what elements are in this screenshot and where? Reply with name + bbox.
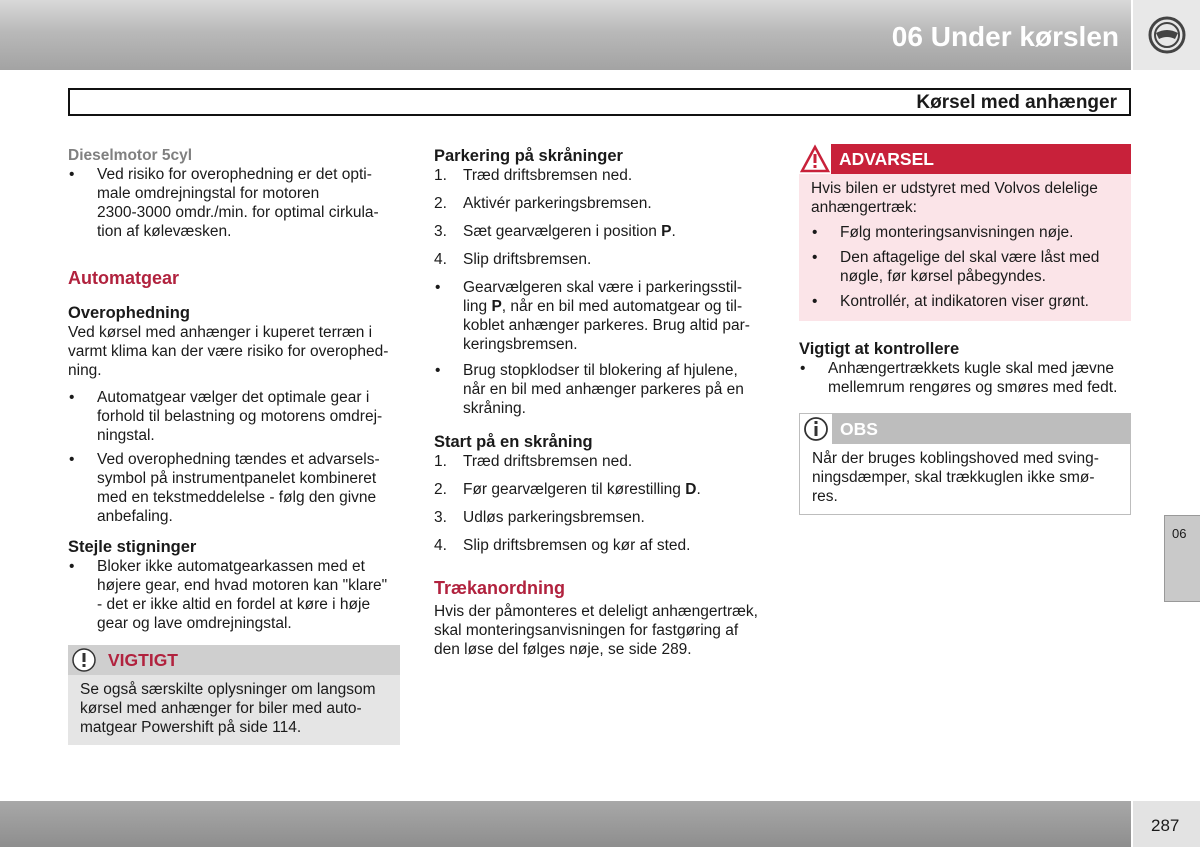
page-number: 287	[1151, 816, 1180, 835]
info-icon	[800, 414, 832, 444]
start-steps	[434, 452, 767, 555]
list-item: • Den aftagelige del skal være låst med nøgle, før kørsel påbegyndes.	[811, 248, 1119, 286]
chapter-side-tab-label: 06	[1172, 526, 1187, 541]
obs-label: OBS	[840, 419, 878, 439]
chapter-header-bar	[0, 0, 1131, 70]
start-heading: Start på en skråning	[434, 433, 593, 451]
overophedning-bullet-list	[68, 388, 400, 526]
column-1	[68, 146, 400, 745]
list-item: 1. Træd driftsbremsen ned.	[434, 167, 633, 184]
list-item: 3. Udløs parkeringsbremsen.	[434, 509, 645, 526]
diesel-bullet-list	[68, 165, 400, 241]
obs-text: Når der bruges koblingshoved med sving- ningsdæmper, skal trækkuglen ikke smø- res.	[812, 450, 1099, 505]
list-item: 2. Før gearvælgeren til kørestilling D.	[434, 481, 701, 498]
chapter-title: 06 Under kørslen	[891, 21, 1119, 52]
list-item: 3. Sæt gearvælgeren i position P.	[434, 223, 676, 240]
advarsel-box	[799, 144, 1131, 321]
list-item: • Ved risiko for overophedning er det opti- male omdrejningstal for motoren 2300-3000 omdr./min. for optimal cirkula- tion af kølevæsken.	[68, 165, 400, 241]
advarsel-intro: Hvis bilen er udstyret med Volvos delelige anhængertræk:	[811, 180, 1098, 216]
page-number-box	[1131, 801, 1200, 847]
vigtigt-kontrollere-heading: Vigtigt at kontrollere	[799, 340, 960, 358]
section-title: Kørsel med anhænger	[916, 92, 1117, 113]
advarsel-label: ADVARSEL	[839, 149, 934, 169]
vigtigt-text: Se også særskilte oplysninger om langsom kørsel med anhænger for biler med auto- matgear Powershift på side 114.	[80, 681, 376, 736]
vigtigt-box	[68, 645, 400, 745]
obs-box-header	[800, 414, 1130, 444]
list-item: • Ved overophedning tændes et advarsels- symbol på instrumentpanelet kombineret med en tekstmeddelelse - følg den givne anbefaling.	[68, 450, 400, 526]
footer-bar	[0, 801, 1131, 847]
list-item: • Gearvælgeren skal være i parkeringsstil- ling P, når en bil med automatgear og til- koblet anhænger parkeres. Brug altid par- keringsbremsen.	[434, 278, 767, 354]
traekanordning-heading: Trækanordning	[434, 578, 566, 598]
list-item: • Anhængertrækkets kugle skal med jævne mellemrum rengøres og smøres med fedt.	[799, 359, 1131, 397]
section-header-bar	[68, 88, 1131, 116]
warning-triangle-icon	[799, 144, 831, 174]
stejle-bullet-list	[68, 557, 400, 633]
overophedning-text: Ved kørsel med anhænger i kuperet terræn i varmt klima kan der være risiko for overophed- ning.	[68, 324, 389, 379]
chapter-side-tab	[1164, 515, 1200, 602]
parkering-steps	[434, 166, 767, 269]
diesel-heading: Dieselmotor 5cyl	[68, 147, 193, 164]
parkering-bullet-list	[434, 278, 767, 418]
traekanordning-text: Hvis der påmonteres et deleligt anhængertræk, skal monteringsanvisningen for fastgøring af den løse del følges nøje, se side 289.	[434, 603, 758, 658]
steering-wheel-icon	[1148, 16, 1186, 54]
list-item: • Bloker ikke automatgearkassen med et højere gear, end hvad motoren kan "klare" - det er ikke altid en fordel at køre i høje gear og lave omdrejningstal.	[68, 557, 400, 633]
stejle-heading: Stejle stigninger	[68, 538, 197, 556]
vigtigt-box-header	[68, 645, 400, 675]
list-item: 4. Slip driftsbremsen og kør af sted.	[434, 537, 691, 554]
list-item: • Følg monteringsanvisningen nøje.	[811, 223, 1119, 242]
vigtigt-kontrollere-bullet-list	[799, 359, 1131, 397]
list-item: • Automatgear vælger det optimale gear i forhold til belastning og motorens omdrej- ningstal.	[68, 388, 400, 445]
vigtigt-label: VIGTIGT	[108, 650, 178, 670]
exclamation-icon	[72, 648, 96, 672]
column-2	[434, 146, 767, 659]
automatgear-heading: Automatgear	[68, 268, 180, 288]
list-item: 4. Slip driftsbremsen.	[434, 251, 592, 268]
advarsel-body	[799, 174, 1131, 321]
list-item: 1. Træd driftsbremsen ned.	[434, 453, 633, 470]
obs-box	[799, 413, 1131, 515]
advarsel-bullet-list	[811, 223, 1119, 311]
list-item: 2. Aktivér parkeringsbremsen.	[434, 195, 652, 212]
advarsel-box-header	[799, 144, 1131, 174]
list-item: • Kontrollér, at indikatoren viser grønt.	[811, 292, 1119, 311]
overophedning-heading: Overophedning	[68, 304, 190, 322]
parkering-heading: Parkering på skråninger	[434, 147, 623, 165]
list-item: • Brug stopklodser til blokering af hjulene, når en bil med anhænger parkeres på en skråning.	[434, 361, 767, 418]
chapter-icon-box	[1131, 0, 1200, 70]
column-3	[799, 144, 1131, 515]
